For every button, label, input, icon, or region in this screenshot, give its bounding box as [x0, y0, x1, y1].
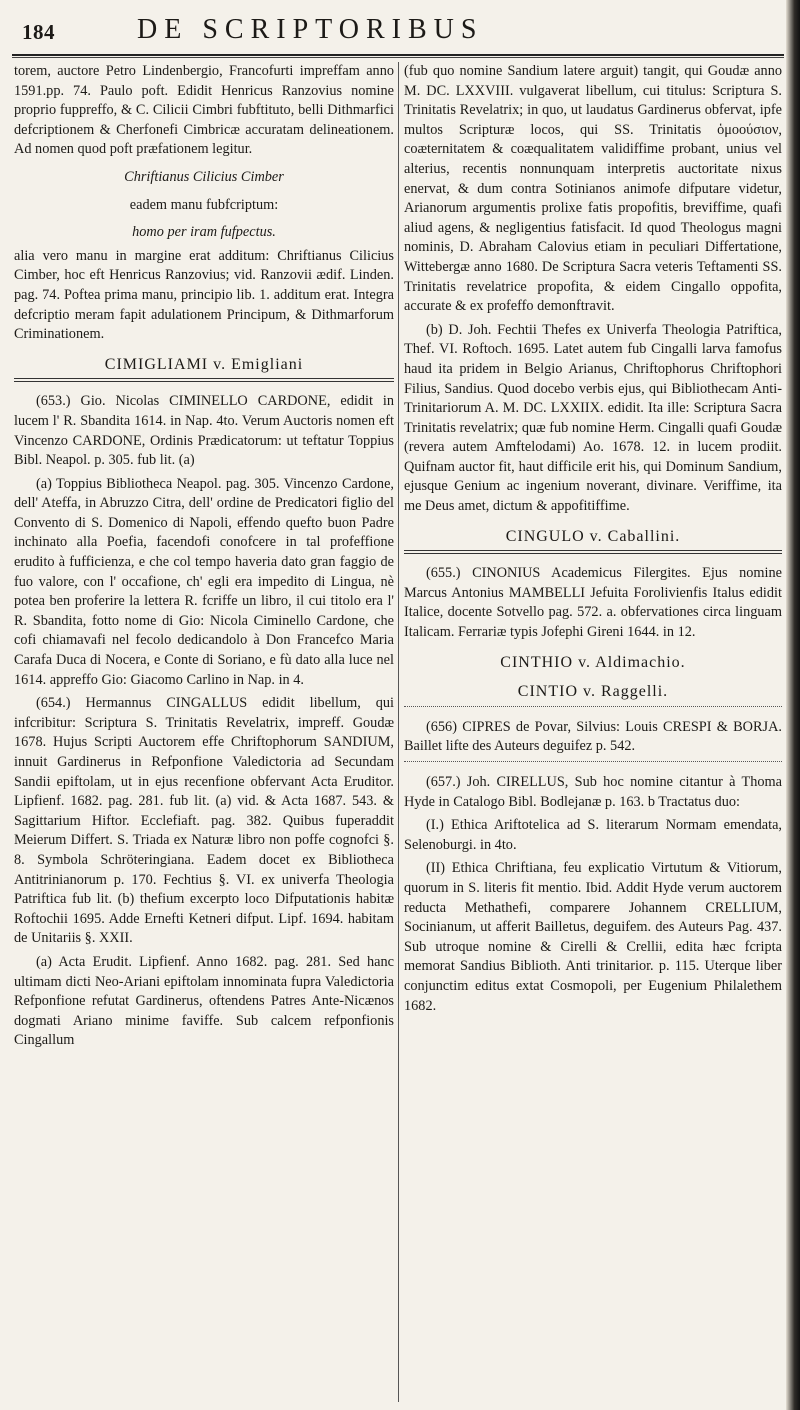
right-column — [404, 62, 782, 1402]
entry-heading-cimigliami: CIMIGLIAMI v. Emigliani — [104, 355, 304, 373]
entry-655: (655.) CINONIUS Academicus Filergites. Ejus nomine Marcus Antonius MAMBELLI Jefuita Forolivienfis Italus edidit Italice, docente Sotvello pag. 572. a. obfervationes circa linguam Italicam. Ferrariæ typis Jofephi Gireni 1644. in 12. — [404, 565, 782, 641]
entry-separator — [404, 550, 782, 554]
entry-657-item-1: (I.) Ethica Ariftotelica ad S. literarum Normam emendata, Selenoburgi. in 4to. — [404, 817, 782, 853]
entry-heading-cintio: CINTIO v. Raggelli. — [517, 683, 669, 701]
running-head: DE SCRIPTORIBUS — [137, 14, 484, 45]
footnote-653a: (a) Toppius Bibliotheca Neapol. pag. 305. Vincenzo Cardone, dell' Ateffa, in Abruzzo Citra, dell' ordine de Predicatori figlio del Convento di S. Domenico di Napoli, effendo quefto buon Padre inchinato alla Poefia, facendofi conofcere in tal profeffione erudito à fufficienza, e che col tempo haveria dato gran faggio de fuo valore, con l' occafione, ch' egli era impedito di Lingua, nè potea ben proferire la lettera R. fcriffe un libro, il cui titolo era l' R. Sbandita, fotto nome di Gio: Nicola Ciminello Cardone, che cofi chiamavafi nel fecolo dedicandolo à Don Francefco Maria Carafa Duca di Nocera, e Conte di Soriano, e fù dato alla luce nel 1614. appreffo Gio: Giacomo Carlino in Nap. in 4. — [14, 475, 394, 688]
entry-657-item-2: (II) Ethica Chriftiana, feu explicatio Virtutum & Vitiorum, quorum in S. literis fit mentio. Ibid. Addit Hyde verum auctorem reducta Methathefi, comparere Johannem CRELLIUM, Socinianum, ut afferit Bailletus, deguifem. des Auteurs Pag. 437. Sub utroque nomine & Cirelli & Crellii, edita hæc fcripta memorat Sandius Biblioth. Anti trinitarior. p. 115. Uterque liber conjunctim editus extat Cosmopoli, per Eugenium Philalethem 1682. — [404, 860, 782, 1014]
entry-653: (653.) Gio. Nicolas CIMINELLO CARDONE, edidit in lucem l' R. Sbandita 1614. in Nap. 4to. Verum Auctoris nomen eft Vincenzo CARDONE, Ordinis Prædicatorum: ut teftatur Toppius Bibl. Neapol. p. 305. fub lit. (a) — [14, 393, 394, 469]
left-centered-phrase: homo per iram fufpectus. — [132, 224, 276, 241]
left-column — [14, 62, 394, 1402]
entry-heading-cingulo: CINGULO v. Caballini. — [505, 527, 681, 545]
left-paragraph-2: alia vero manu in margine erat additum: Chriftianus Cilicius Cimber, hoc eft Henricus Ranzovius; vid. Ranzovii ædif. Linden. pag. 74. Poftea prima manu, principio lib. 1. additum erat. Integra defcriptio meram fapit adulationem Principum, & Dithmarforum Criminationem. — [14, 247, 394, 343]
footnote-654b: (b) D. Joh. Fechtii Thefes ex Univerfa Theologia Patriftica, Thef. VI. Roftoch. 1695. Latet autem fub Cingalli larva famofus haud ita pridem in Belgio Arianus, Chriftophorus Chriftophori Filius, Sandius. Quod docebo verbis ejus, qui Bibliothecam Anti-Trinitariorum A. M. DC. LXXIIX. edidit. Ita ille: Scriptura Sacra Trinitatis revelatrix; quæ fub nomine Herm. Cingalli quafi Goudæ (revera autem Amftelodami) Ao. 1678. 12. in lucem prodiit. Quifnam auctor fit, haut difficile erit his, qui Dominum Sandium, ejusque Genium ac ingenium noverant, divinare. Veriffime, ita me Deus amet, dictum & appofitiffime. — [404, 321, 782, 515]
left-centered-name: Chriftianus Cilicius Cimber — [124, 168, 284, 185]
entry-separator — [14, 378, 394, 382]
entry-654: (654.) Hermannus CINGALLUS edidit libellum, qui infcribitur: Scriptura S. Trinitatis Revelatrix, impreff. Goudæ 1678. Hujus Scripti Auctorem effe Chriftophorum SANDIUM, innuit Gardinerus in Refponfione Valedictoria ad Secundam Sandii epiftolam, ut in ejus recenfione obfervant Acta Eruditor. Lipfienf. 1682. pag. 281. fub lit. (a) vid. & Acta 1687. 543. & Sagittarium Hiftor. Ecclefiaft. pag. 382. Quibus fuperaddit Meierum Differt. S. Triada ex Naturæ libro non poffe cognofci §. 8. Symbola Schröteringiana. Eadem docet ex Bibliotheca Antitrinianorum p. 170. Fechtius §. VI. ex univerfa Theologia Patriftica fub lit. (b) thefium excerpto loco Difputationis habitæ Roftochii 1695. Adde Ernefti Ketneri difput. Lipf. 1694. habitam de Unitariis §. XXII. — [14, 695, 394, 947]
page-header — [12, 10, 782, 56]
entry-heading-cinthio: CINTHIO v. Aldimachio. — [500, 653, 686, 671]
right-paragraph-1: (fub quo nomine Sandium latere arguit) tangit, qui Goudæ anno M. DC. LXXVIII. vulgaverat libellum, cui titulus: Scriptura S. Trinitatis Revelatrix; in quo, ut laudatus Gardinerus obfervat, ipfe multos Scripturæ locos, qui SS. Trinitatis ὁμοούσιον, coæternitatem & coæqualitatem validiffime probant, unius vel alterius, recentis nonnunquam interpretis auctoritate nixus enervat, & dum contra Sotinianos animofe difputare videtur, Arianorum argumentis prolixe fatis propofitis, breviffime, quafi aliud agens, & negligentius fatisfacit. Id quod Theologus magni nominis, D. Abraham Calovius etiam in peculiari Differtatione, Wittebergæ anno 1680. De Scriptura Sacra veteris Teftamenti SS. Trinitatis revelatrice propofita, & eidem Cingallo oppofita, accurate & ex profeffo demonftravit. — [404, 63, 782, 315]
page-number: 184 — [22, 20, 55, 44]
entry-separator — [404, 761, 782, 763]
left-paragraph-1: torem, auctore Petro Lindenbergio, Francofurti impreffam anno 1591.pp. 74. Paulo poft. Edidit Henricus Ranzovius nomine proprio fuppreffo, & C. Cilicii Cimbri fubftituto, belli Dithmarfici defcriptionem & Cherfonefi Cimbricæ accuratam delineationem. Ad nomen quod poft præfationem legitur. — [14, 63, 394, 158]
page-binding-edge — [786, 0, 800, 1410]
column-divider — [398, 62, 399, 1402]
left-subscribed-note: eadem manu fubfcriptum: — [129, 196, 279, 213]
entry-656: (656) CIPRES de Povar, Silvius: Louis CRESPI & BORJA. Baillet lifte des Auteurs deguifez p. 542. — [404, 718, 782, 755]
footnote-654a: (a) Acta Erudit. Lipfienf. Anno 1682. pag. 281. Sed hanc ultimam dicti Neo-Ariani epiftolam innominata fupra Valedictoria Refponfione refutat Gardinerus, oftendens Patres Ante-Nicænos dogmati Ariano minime faviffe. Sub calcem refponfionis Cingallum — [14, 953, 394, 1049]
header-rule — [12, 54, 784, 58]
entry-separator — [404, 706, 782, 708]
entry-657: (657.) Joh. CIRELLUS, Sub hoc nomine citantur à Thoma Hyde in Catalogo Bibl. Bodlejanæ p. 163. b Tractatus duo: — [404, 774, 782, 810]
